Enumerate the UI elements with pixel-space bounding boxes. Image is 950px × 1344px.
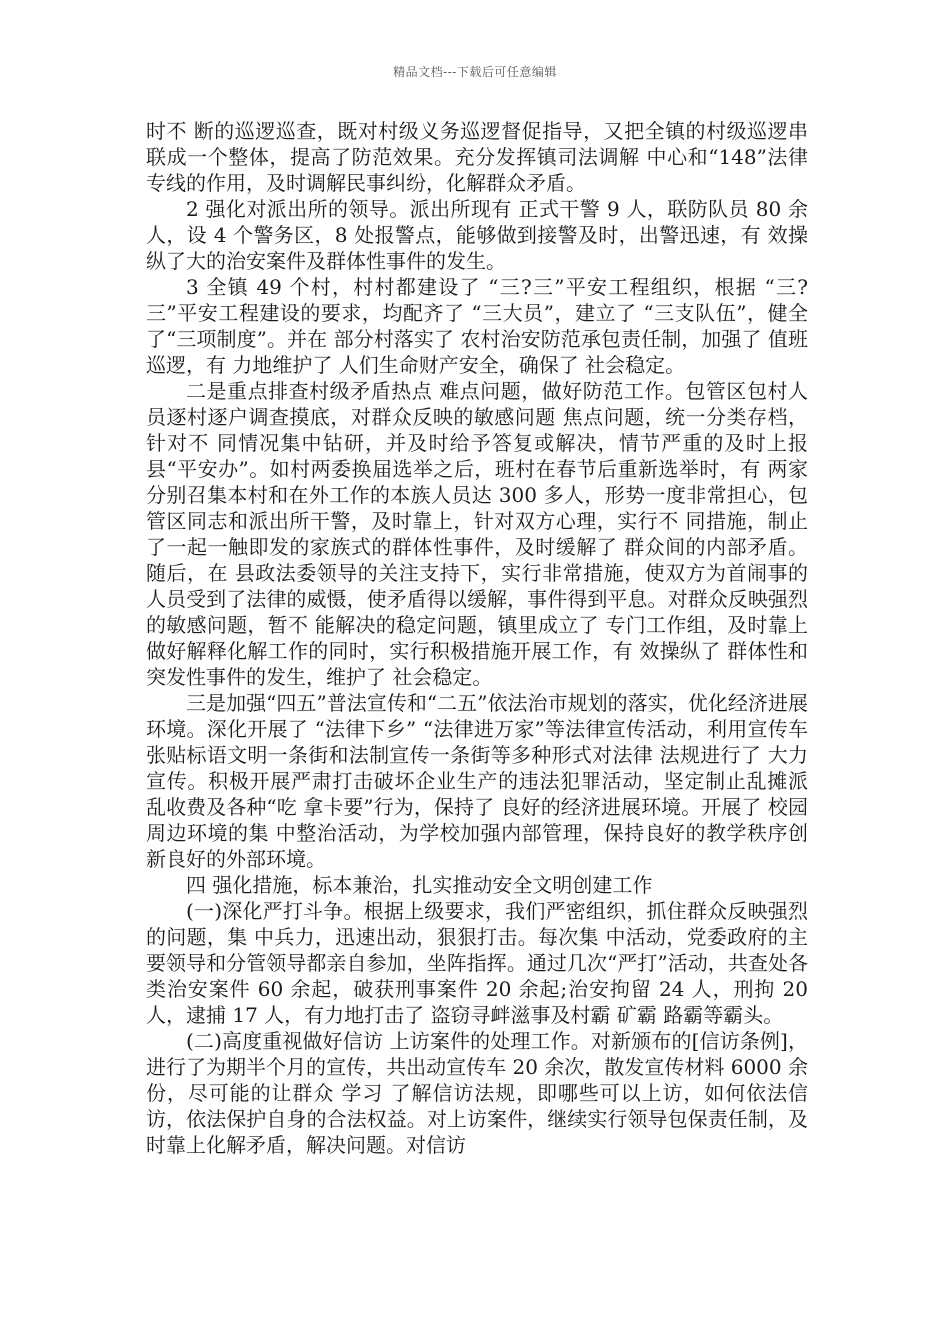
paragraph: 时不 断的巡逻巡查，既对村级义务巡逻督促指导，又把全镇的村级巡逻串联成一个整体，提高了防范效果。充分发挥镇司法调解 中心和“148”法律专线的作用，及时调解民事纠纷，化解群众矛盾。 bbox=[146, 119, 808, 195]
paragraph: 2 强化对派出所的领导。派出所现有 正式干警 9 人，联防队员 80 余人，设 4 个警务区，8 处报警点，能够做到接警及时，出警迅速，有 效操纵了大的治安案件及群体性事件的发生。 bbox=[146, 197, 808, 273]
paragraph: (一)深化严打斗争。根据上级要求，我们严密组织，抓住群众反映强烈的问题，集 中兵力，迅速出动，狠狠打击。每次集 中活动，党委政府的主要领导和分管领导都亲自参加，坐阵指挥。通过几次“严打”活动，共查处各类治安案件 60 余起，破获刑事案件 20 余起;治安拘留 24 人，刑拘 20 人，逮捕 17 人，有力地打击了 盗窃寻衅滋事及村霸 矿霸 路霸等霸头。 bbox=[146, 899, 808, 1027]
paragraph: (二)高度重视做好信访 上访案件的处理工作。对新颁布的[信访条例]，进行了为期半个月的宣传，共出动宣传车 20 余次，散发宣传材料 6000 余份，尽可能的让群众 学习 了解信访法规，即哪些可以上访，如何依法信访，依法保护自身的合法权益。对上访案件，继续实行领导包保责任制，及时靠上化解矛盾，解决问题。对信访 bbox=[146, 1029, 808, 1157]
document-body bbox=[146, 118, 808, 1158]
section-heading: 四 强化措施，标本兼治，扎实推动安全文明创建工作 bbox=[186, 873, 653, 897]
paragraph: 二是重点排查村级矛盾热点 难点问题，做好防范工作。包管区包村人员逐村逐户调查摸底，对群众反映的敏感问题 焦点问题，统一分类存档，针对不 同情况集中钻研，并及时给予答复或解决，情节严重的及时上报县“平安办”。如村两委换届选举之后，班村在春节后重新选举时，有 两家分别召集本村和在外工作的本族人员达 300 多人，形势一度非常担心，包管区同志和派出所干警，及时靠上，针对双方心理，实行不 同措施，制止了一起一触即发的家族式的群体性事件，及时缓解了 群众间的内部矛盾。随后，在 县政法委领导的关注支持下，实行非常措施，使双方为首闹事的人员受到了法律的威慑，使矛盾得以缓解，事件得到平息。对群众反映强烈的敏感问题，暂不 能解决的稳定问题，镇里成立了 专门工作组，及时靠上做好解释化解工作的同时，实行积极措施开展工作，有 效操纵了 群体性和突发性事件的发生，维护了 社会稳定。 bbox=[146, 379, 808, 689]
page-header: 精品文档---下载后可任意编辑 bbox=[393, 65, 557, 79]
paragraph: 三是加强“四五”普法宣传和“二五”依法治市规划的落实，优化经济进展环境。深化开展了 “法律下乡” “法律进万家”等法律宣传活动，利用宣传车 张贴标语文明一条街和法制宣传一条街等多种形式对法律 法规进行了 大力宣传。积极开展严肃打击破坏企业生产的违法犯罪活动，坚定制止乱摊派 乱收费及各种“吃 拿卡要”行为，保持了 良好的经济进展环境。开展了 校园周边环境的集 中整治活动，为学校加强内部管理，保持良好的教学秩序创新良好的外部环境。 bbox=[146, 691, 808, 871]
paragraph: 3 全镇 49 个村，村村都建设了 “三?三”平安工程组织，根据 “三?三”平安工程建设的要求，均配齐了 “三大员”，建立了 “三支队伍”，健全了“三项制度”。并在 部分村落实了 农村治安防范承包责任制，加强了 值班巡逻，有 力地维护了 人们生命财产安全，确保了 社会稳定。 bbox=[146, 275, 808, 377]
